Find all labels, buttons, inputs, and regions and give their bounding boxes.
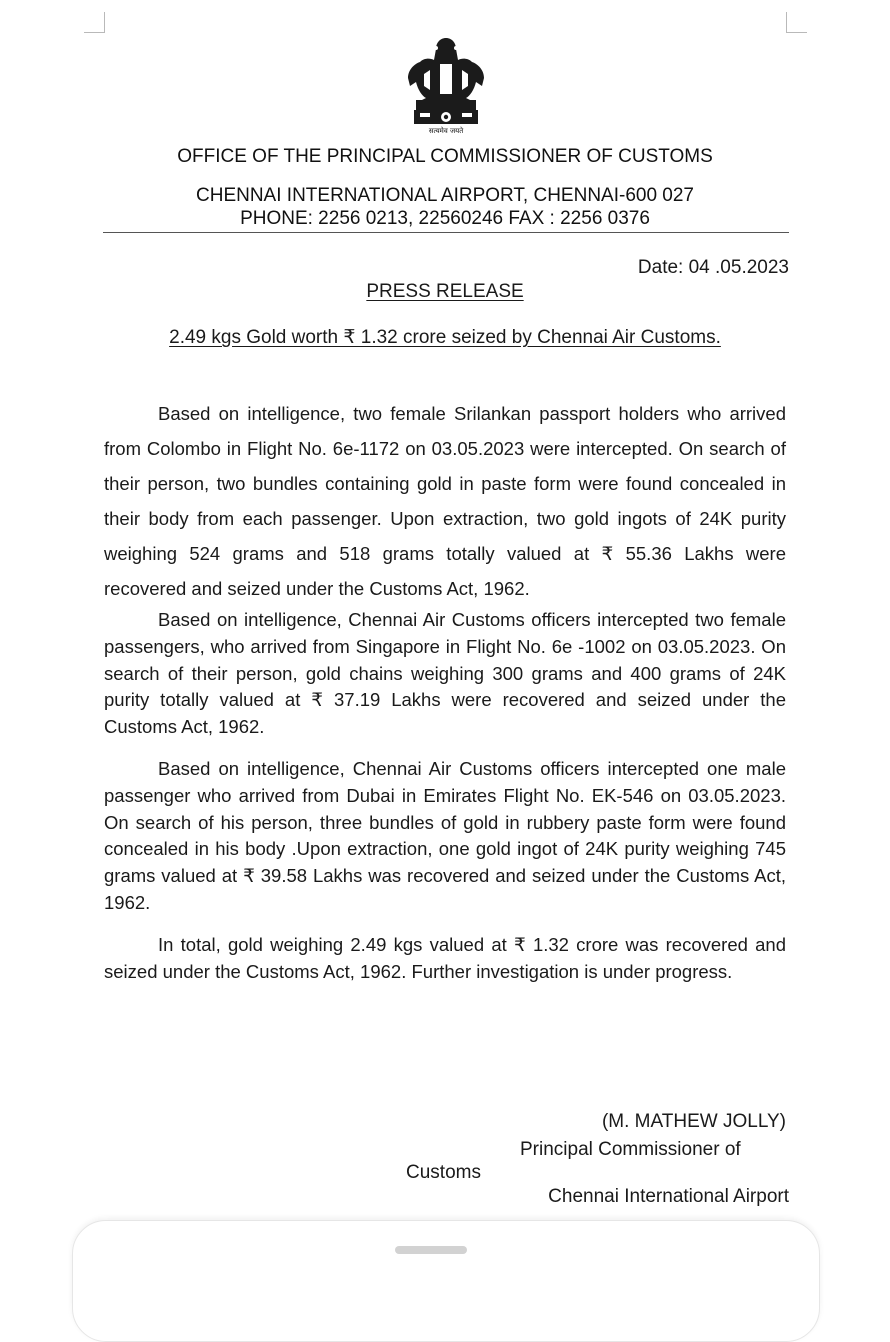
office-name: OFFICE OF THE PRINCIPAL COMMISSIONER OF CUSTOMS — [177, 146, 713, 167]
release-date: Date: 04 .05.2023 — [637, 257, 789, 278]
bottom-sheet[interactable] — [72, 1220, 820, 1342]
paragraph-2-text: Based on intelligence, Chennai Air Customs officers intercepted two female passengers, who arrived from Singapore in Flight No. 6e -1002 on 03.05.2023. On search of their person, gold chains weighing 300 grams and 400 grams of 24K purity totally valued at ₹ 37.19 Lakhs were recovered and seized under the Customs Act, 1962. — [104, 609, 786, 738]
paragraph-3-text: Based on intelligence, Chennai Air Customs officers intercepted one male passenger who arrived from Dubai in Emirates Flight No. EK-546 on 03.05.2023. On search of his person, three bundles of gold in rubbery paste form were found concealed in his body .Upon extraction, one gold ingot of 24K purity weighing 745 grams valued at ₹ 39.58 Lakhs was recovered and seized under the Customs Act, 1962. — [104, 758, 786, 913]
office-address: CHENNAI INTERNATIONAL AIRPORT, CHENNAI-600 027 — [196, 185, 694, 206]
press-release-title — [0, 280, 890, 304]
signatory-office: Chennai International Airport — [548, 1186, 789, 1207]
paragraph-4-text: In total, gold weighing 2.49 kgs valued at ₹ 1.32 crore was recovered and seized under the Customs Act, 1962. Further investigation is under progress. — [104, 934, 786, 982]
press-release-headline — [0, 326, 890, 350]
header-divider — [103, 232, 789, 233]
headline-text: 2.49 kgs Gold worth ₹ 1.32 crore seized by Chennai Air Customs. — [169, 327, 721, 348]
press-release-title-text: PRESS RELEASE — [366, 281, 524, 302]
paragraph-1-text: Based on intelligence, two female Srilankan passport holders who arrived from Colombo in Flight No. 6e-1172 on 03.05.2023 were intercepted. On search of their person, two bundles containing gold in paste form were found concealed in their body from each passenger. Upon extraction, two gold ingots of 24K purity weighing 524 grams and 518 grams totally valued at ₹ 55.36 Lakhs were recovered and seized under the Customs Act, 1962. — [104, 403, 786, 599]
office-contact: PHONE: 2256 0213, 22560246 FAX : 2256 0376 — [240, 208, 650, 229]
paragraph-1 — [104, 396, 786, 606]
signatory-name: (M. MATHEW JOLLY) — [601, 1111, 786, 1132]
crop-mark-top-right — [786, 12, 807, 33]
bottom-sheet-drag-handle[interactable] — [395, 1246, 467, 1254]
emblem-motto: सत्यमेव जयते — [428, 127, 464, 135]
paragraph-2 — [104, 607, 786, 741]
paragraph-3 — [104, 756, 786, 917]
signatory-designation-cont: Customs — [406, 1162, 481, 1183]
paragraph-4 — [104, 932, 786, 986]
crop-mark-top-left — [84, 12, 105, 33]
signatory-designation: Principal Commissioner of — [520, 1139, 741, 1160]
